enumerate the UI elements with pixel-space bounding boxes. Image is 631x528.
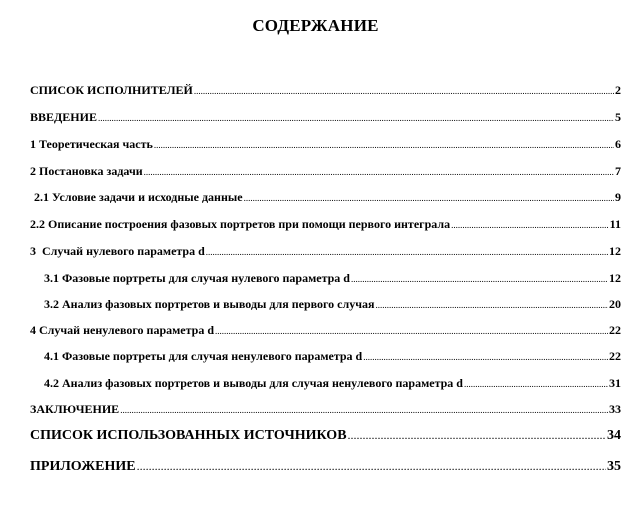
dot-leader — [137, 459, 606, 475]
dot-leader — [144, 164, 614, 179]
dot-leader — [206, 244, 608, 259]
toc-entry-title: ПРИЛОЖЕНИЕ — [30, 459, 136, 474]
toc-entry-page: 34 — [607, 428, 621, 443]
toc-entry-page: 31 — [609, 376, 621, 390]
toc-entry-title: 2.2 Описание построения фазовых портретов при помощи первого интеграла — [30, 217, 451, 231]
dot-leader — [154, 137, 614, 152]
toc-entry[interactable] — [30, 323, 621, 338]
toc-entry-page: 2 — [615, 83, 621, 97]
dot-leader — [351, 271, 608, 286]
toc-entry-page: 12 — [609, 271, 621, 285]
toc-entry-page: 22 — [609, 323, 621, 337]
toc-entry-title: 3.2 Анализ фазовых портретов и выводы для первого случая — [44, 297, 375, 311]
dot-leader — [451, 217, 609, 232]
toc-entry-title: 4.2 Анализ фазовых портретов и выводы для случая ненулевого параметра d — [44, 376, 463, 390]
toc-entry[interactable] — [44, 376, 621, 391]
toc-entry-title: ВВЕДЕНИЕ — [30, 110, 97, 124]
dot-leader — [375, 297, 608, 312]
toc-entry[interactable] — [30, 459, 621, 475]
toc-entry-page: 11 — [609, 217, 621, 231]
toc-entry[interactable] — [44, 297, 621, 312]
toc-entry-title: 4 Случай ненулевого параметра d — [30, 323, 215, 337]
toc-entry[interactable] — [30, 428, 621, 444]
toc-entry[interactable] — [34, 190, 621, 205]
toc-entry-title: 1 Теоретическая часть — [30, 137, 153, 151]
toc-entry-page: 6 — [615, 137, 621, 151]
toc-entry[interactable] — [44, 349, 621, 364]
toc-entry[interactable] — [30, 217, 621, 232]
dot-leader — [120, 402, 608, 417]
toc-entry-title: 3 Случай нулевого параметра d — [30, 244, 205, 258]
toc-entry[interactable] — [30, 402, 621, 417]
toc-entry[interactable] — [30, 164, 621, 179]
toc-entry-title: СПИСОК ИСПОЛНИТЕЛЕЙ — [30, 83, 193, 97]
toc-entry-title: 4.1 Фазовые портреты для случая ненулевого параметра d — [44, 349, 363, 363]
toc-entry-title: 2 Постановка задачи — [30, 164, 143, 178]
dot-leader — [98, 110, 614, 125]
toc-entry[interactable] — [30, 83, 621, 98]
page-title: СОДЕРЖАНИЕ — [252, 16, 379, 35]
toc-entry-title: ЗАКЛЮЧЕНИЕ — [30, 402, 120, 416]
dot-leader — [244, 190, 614, 205]
toc-entry-page: 22 — [609, 349, 621, 363]
toc-entry-page: 7 — [615, 164, 621, 178]
toc-entry-title: 2.1 Условие задачи и исходные данные — [34, 190, 243, 204]
toc-entry-page: 9 — [615, 190, 621, 204]
toc-entry-page: 12 — [609, 244, 621, 258]
toc-entry[interactable] — [44, 271, 621, 286]
dot-leader — [464, 376, 608, 391]
toc-entry[interactable] — [30, 110, 621, 125]
toc-entry-title: 3.1 Фазовые портреты для случая нулевого параметра d — [44, 271, 350, 285]
toc-entry-page: 20 — [609, 297, 621, 311]
toc-entry-page: 33 — [609, 402, 621, 416]
toc-entry-page: 5 — [615, 110, 621, 124]
toc-entry-page: 35 — [607, 459, 621, 474]
dot-leader — [348, 428, 606, 444]
toc-entry[interactable] — [30, 244, 621, 259]
toc-entry[interactable] — [30, 137, 621, 152]
dot-leader — [215, 323, 608, 338]
dot-leader — [363, 349, 608, 364]
dot-leader — [194, 83, 614, 98]
toc-entry-title: СПИСОК ИСПОЛЬЗОВАННЫХ ИСТОЧНИКОВ — [30, 428, 347, 443]
